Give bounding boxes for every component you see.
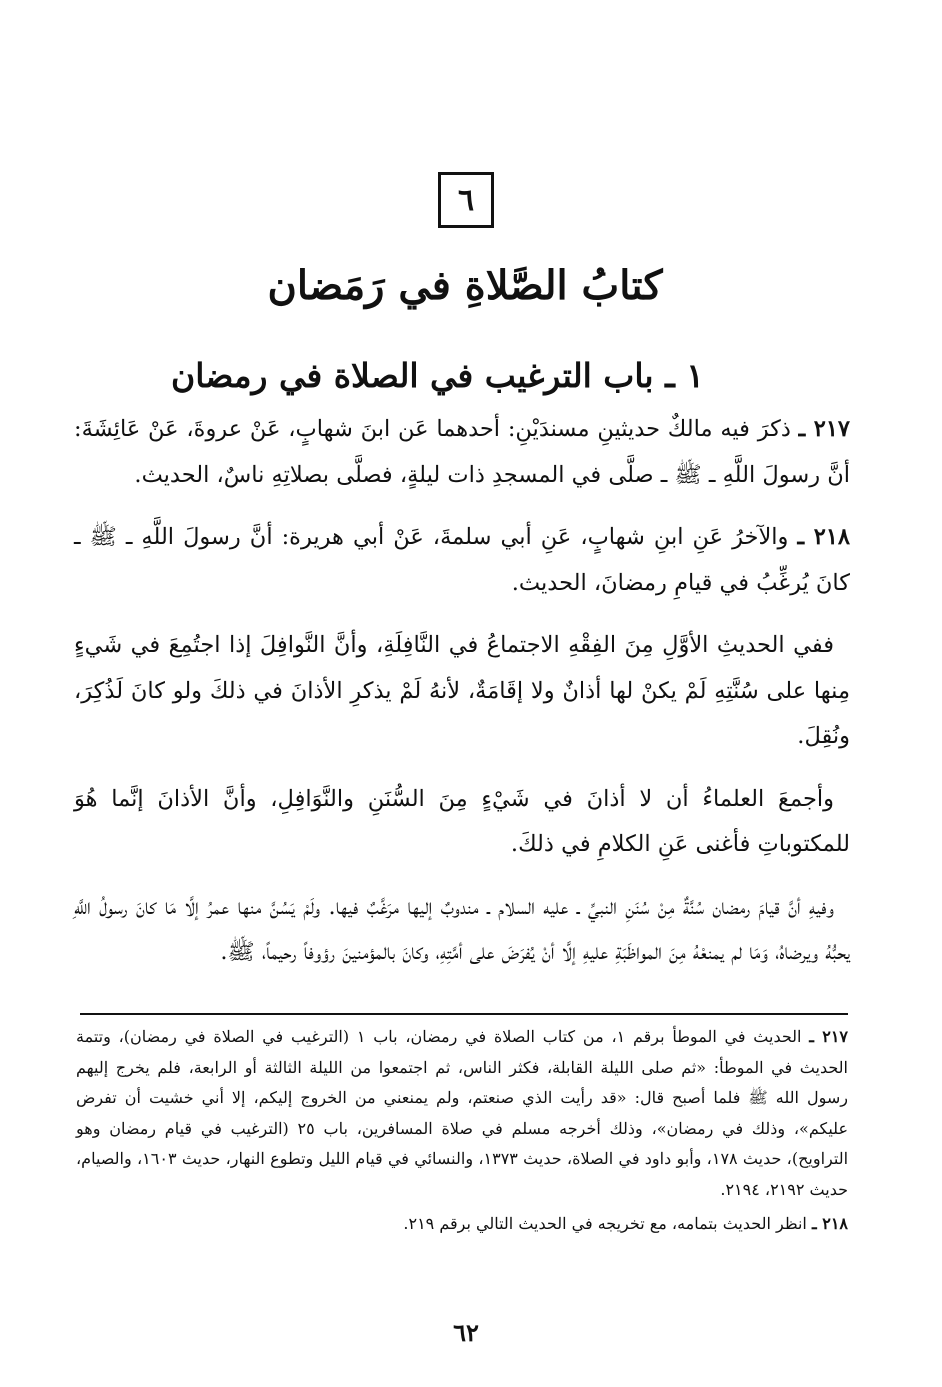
- footnotes: [76, 1022, 848, 1244]
- chapter-number: ٦: [457, 182, 475, 218]
- footnote-217: [76, 1022, 848, 1205]
- paragraph-text: وفيهِ أنَّ قيامَ رمضان سُنَّةٌ مِنْ سُنَنِ النبيِّ ـ عليه السلام ـ مندوبٌ إليها مرَغَّبٌ فيها. ولَمْ يَسُنَّ منها عمرُ إلَّا مَا كانَ رسولُ اللَّهِ يحبُّهُ ويرضاهُ، وَمَا لم يمنعْهُ مِنَ المواظَبَةِ عليهِ إلَّا أنْ يُفرَضَ على أمَّتِهِ، وكانَ بالمؤمنينَ رؤوفاً رحيماً، ﷺ.: [74, 893, 850, 965]
- hadith-number: ٢١٧ ـ: [798, 416, 850, 442]
- paragraph-text: والآخرُ عَنِ ابنِ شهابٍ، عَنِ أبي سلمةَ، عَنْ أبي هريرة: أنَّ رسولَ اللَّهِ ـ ﷺ ـ كانَ يُرغِّبُ في قيامِ رمضانَ، الحديث.: [74, 524, 850, 596]
- footnote-number: ٢١٧ ـ: [809, 1027, 848, 1046]
- footnote-text: الحديث في الموطأ برقم ١، من كتاب الصلاة في رمضان، باب ١ (الترغيب في الصلاة في رمضان)، وتتمة الحديث في الموطأ: «ثم صلى الليلة القابلة، فكثر الناس، ثم اجتمعوا من الليلة الثالثة أو الرابعة، فلم يخرج إليهم رسول الله ﷺ فلما أصبح قال: «قد رأيت الذي صنعتم، ولم يمنعني من الخروج إليكم، إلا أني خشيت أن تفرض عليكم»، وذلك في رمضان»، وذلك أخرجه مسلم في صلاة المسافرين، باب ٢٥ (الترغيب في قيام رمضان وهو التراويح)، حديث ١٧٨، وأبو داود في الصلاة، حديث ١٣٧٣، والنسائي في قيام الليل وتطوع النهار، حديث ١٦٠٣، والصيام، حديث ٢١٩٢، ٢١٩٤.: [76, 1027, 849, 1199]
- page-number: ٦٢: [453, 1318, 479, 1347]
- footnote-text: انظر الحديث بتمامه، مع تخريجه في الحديث التالي برقم ٢١٩.: [403, 1214, 812, 1233]
- paragraph-text: وأجمعَ العلماءُ أن لا أذانَ في شَيْءٍ مِنَ السُّنَنِ والنَّوَافِلِ، وأنَّ الأذانَ إنَّما هُوَ للمكتوباتِ فأغنى عَنِ الكلامِ في ذلكَ.: [74, 785, 850, 857]
- footnote-number: ٢١٨ ـ: [811, 1214, 848, 1233]
- paragraph-text: ذكرَ فيه مالكٌ حديثينِ مسندَيْنِ: أحدهما عَن ابنَ شهابٍ، عَنْ عروةَ، عَنْ عَائِشَةَ: أنَّ رسولَ اللَّهِ ـ ﷺ ـ صلَّى في المسجدِ ذات ليلةٍ، فصلَّى بصلاتِهِ ناسٌ، الحديث.: [74, 416, 850, 488]
- paragraph-commentary: [74, 777, 850, 868]
- footnote-separator: [80, 1013, 848, 1015]
- paragraph-commentary: [74, 885, 850, 976]
- paragraph-commentary: [74, 623, 850, 760]
- footnote-218: [76, 1209, 848, 1240]
- paragraph-hadith-218: [74, 515, 850, 606]
- main-text: [74, 407, 850, 993]
- paragraph-text: ففي الحديثِ الأوَّلِ مِنَ الفِقْهِ الاجتماعُ في النَّافِلَةِ، وأنَّ النَّوافِلَ إذا اجتُمِعَ في شَيءٍ مِنها على سُنَّتِهِ لَمْ يكنْ لها أذانٌ ولا إقَامَةٌ، لأنهُ لَمْ يذكرِ الأذانَ في ذلكَ ولو كانَ لَذُكِرَ، ونُقِلَ.: [74, 632, 850, 749]
- section-title: ١ ـ باب الترغيب في الصلاة في رمضان: [170, 356, 704, 395]
- hadith-number: ٢١٨ ـ: [797, 524, 851, 550]
- book-title: كتابُ الصَّلاةِ في رَمَضان: [267, 262, 663, 309]
- paragraph-hadith-217: [74, 407, 850, 498]
- chapter-number-box: [438, 172, 494, 228]
